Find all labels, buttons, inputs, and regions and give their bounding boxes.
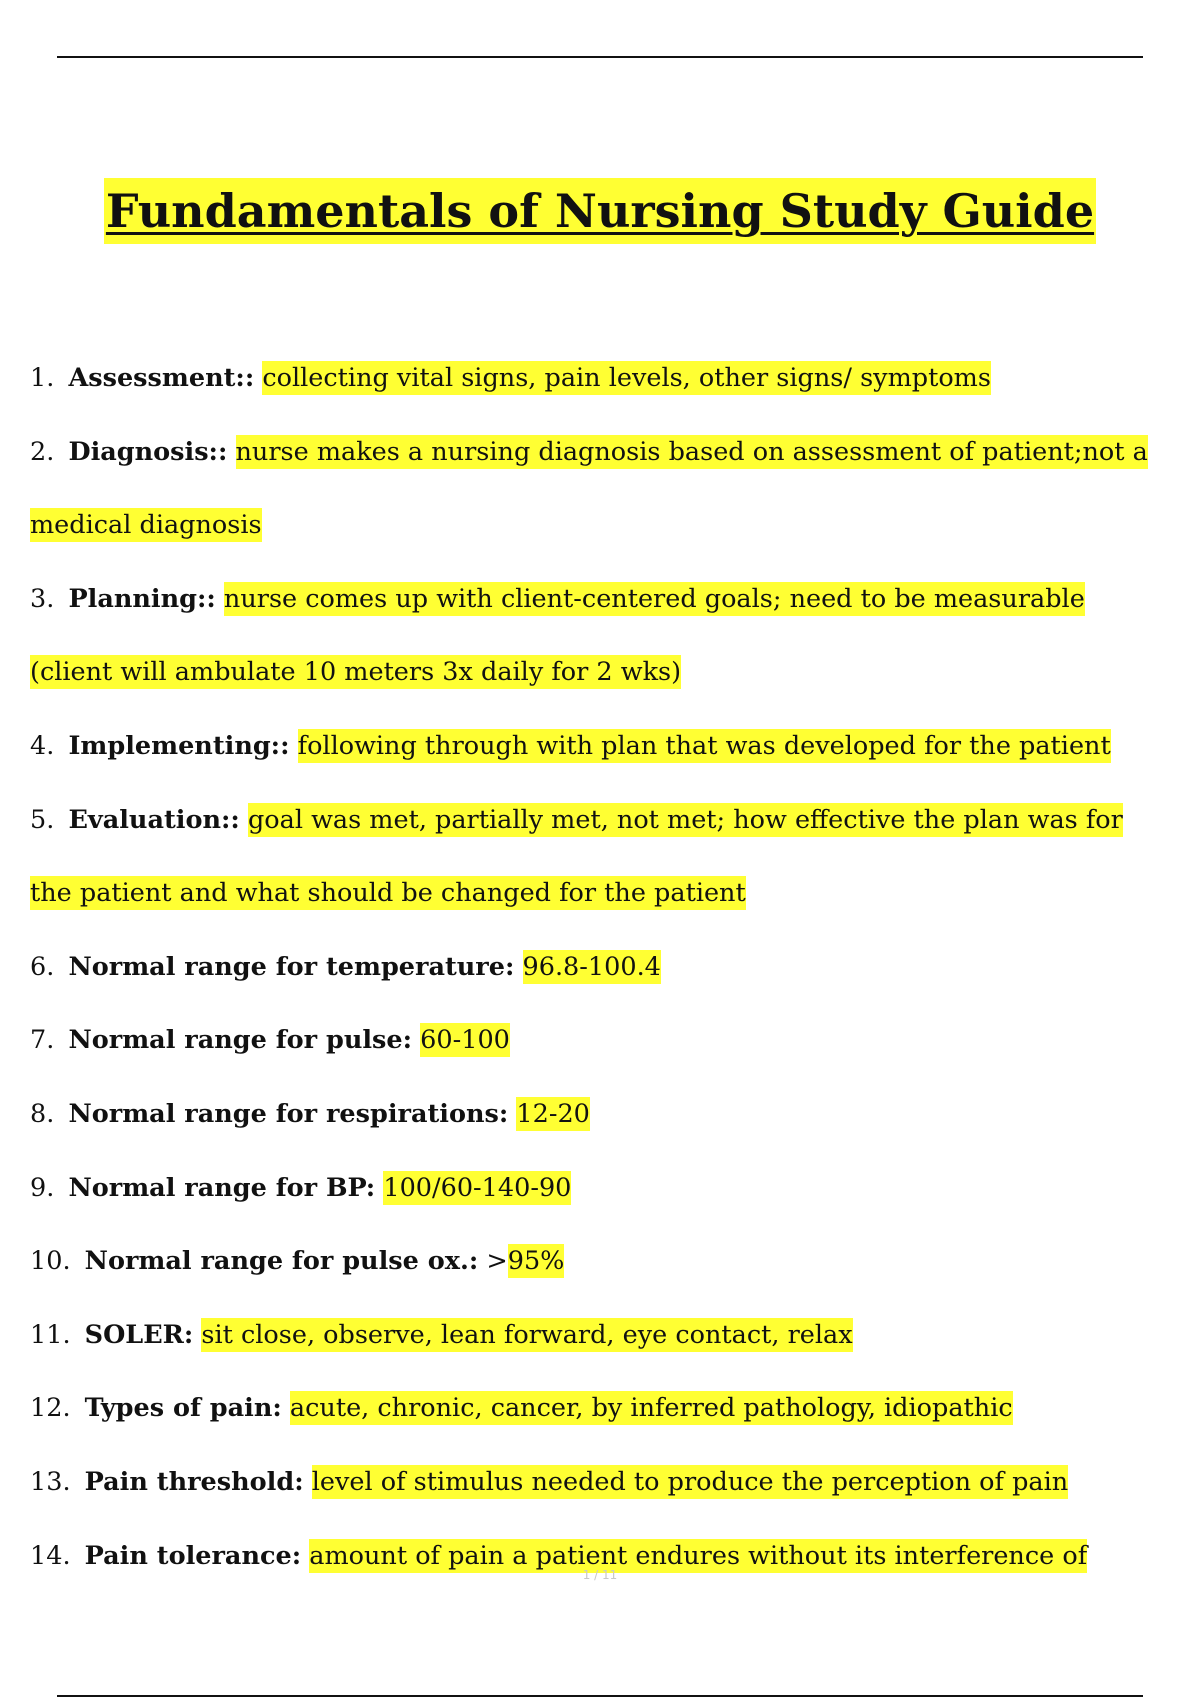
item-definition: 95%: [507, 1246, 565, 1277]
item-number: 5.: [30, 804, 55, 835]
item-number: 10.: [30, 1246, 71, 1277]
item-term: Pain threshold:: [84, 1466, 304, 1497]
list-item: [30, 784, 1170, 931]
list-item: [30, 931, 1170, 1005]
item-number: 12.: [30, 1393, 71, 1424]
item-definition: 12-20: [516, 1098, 590, 1129]
item-definition: sit close, observe, lean forward, eye contact, relax: [201, 1319, 853, 1350]
item-definition: nurse comes up with client-centered goals; need to be measurable (client will ambulate 10 meters 3x daily for 2 wks): [30, 583, 1085, 688]
item-term: Planning::: [68, 583, 216, 614]
item-number: 14.: [30, 1540, 71, 1571]
item-term: Diagnosis::: [68, 436, 228, 467]
item-term: Normal range for BP:: [68, 1172, 376, 1203]
item-definition: level of stimulus needed to produce the perception of pain: [311, 1466, 1069, 1497]
list-item: [30, 1078, 1170, 1152]
list-item: [30, 1446, 1170, 1520]
item-term: Assessment::: [68, 363, 255, 393]
item-definition: acute, chronic, cancer, by inferred pathology, idiopathic: [289, 1393, 1013, 1424]
title-container: [0, 178, 1200, 244]
item-term: Types of pain:: [84, 1393, 282, 1424]
item-definition: collecting vital signs, pain levels, other signs/ symptoms: [262, 363, 991, 393]
item-definition: following through with plan that was developed for the patient: [297, 730, 1111, 761]
list-item: [30, 1225, 1170, 1299]
page-indicator: 1 / 11: [582, 1568, 618, 1582]
item-number: 9.: [30, 1172, 55, 1203]
item-number: 7.: [30, 1025, 55, 1056]
list-item: [30, 710, 1170, 784]
item-definition: 60-100: [420, 1025, 510, 1056]
item-number: 4.: [30, 730, 55, 761]
study-guide-list: [30, 342, 1170, 1593]
bottom-rule: [57, 1695, 1143, 1697]
list-item: [30, 1520, 1170, 1594]
item-number: 8.: [30, 1098, 55, 1129]
item-number: 1.: [30, 363, 55, 393]
top-rule: [57, 56, 1143, 58]
item-term: Normal range for respirations:: [68, 1098, 509, 1129]
item-term: Implementing::: [68, 730, 290, 761]
item-term: Normal range for pulse:: [68, 1025, 413, 1056]
list-item: [30, 1372, 1170, 1446]
item-term: Normal range for pulse ox.:: [84, 1246, 479, 1277]
item-number: 6.: [30, 951, 55, 982]
item-number: 13.: [30, 1466, 71, 1497]
list-item: [30, 416, 1170, 563]
item-definition: goal was met, partially met, not met; how effective the plan was for the patient and what should be changed for the patient: [30, 804, 1123, 909]
list-item: [30, 1299, 1170, 1373]
item-term: SOLER:: [84, 1319, 194, 1350]
item-definition: amount of pain a patient endures without its interference of: [309, 1540, 1088, 1571]
item-definition: 96.8-100.4: [522, 951, 661, 982]
item-term: Pain tolerance:: [84, 1540, 302, 1571]
item-definition: nurse makes a nursing diagnosis based on assessment of patient;not a medical diagnosis: [30, 436, 1148, 541]
list-item: [30, 563, 1170, 710]
page-title: Fundamentals of Nursing Study Guide: [104, 178, 1096, 244]
item-term: Normal range for temperature:: [68, 951, 515, 982]
item-number: 3.: [30, 583, 55, 614]
item-definition: 100/60-140-90: [383, 1172, 572, 1203]
item-number: 2.: [30, 436, 55, 467]
list-item: [30, 342, 1170, 416]
item-term: Evaluation::: [68, 804, 240, 835]
item-number: 11.: [30, 1319, 71, 1350]
list-item: [30, 1152, 1170, 1226]
list-item: [30, 1004, 1170, 1078]
item-prefix: >: [486, 1246, 508, 1277]
